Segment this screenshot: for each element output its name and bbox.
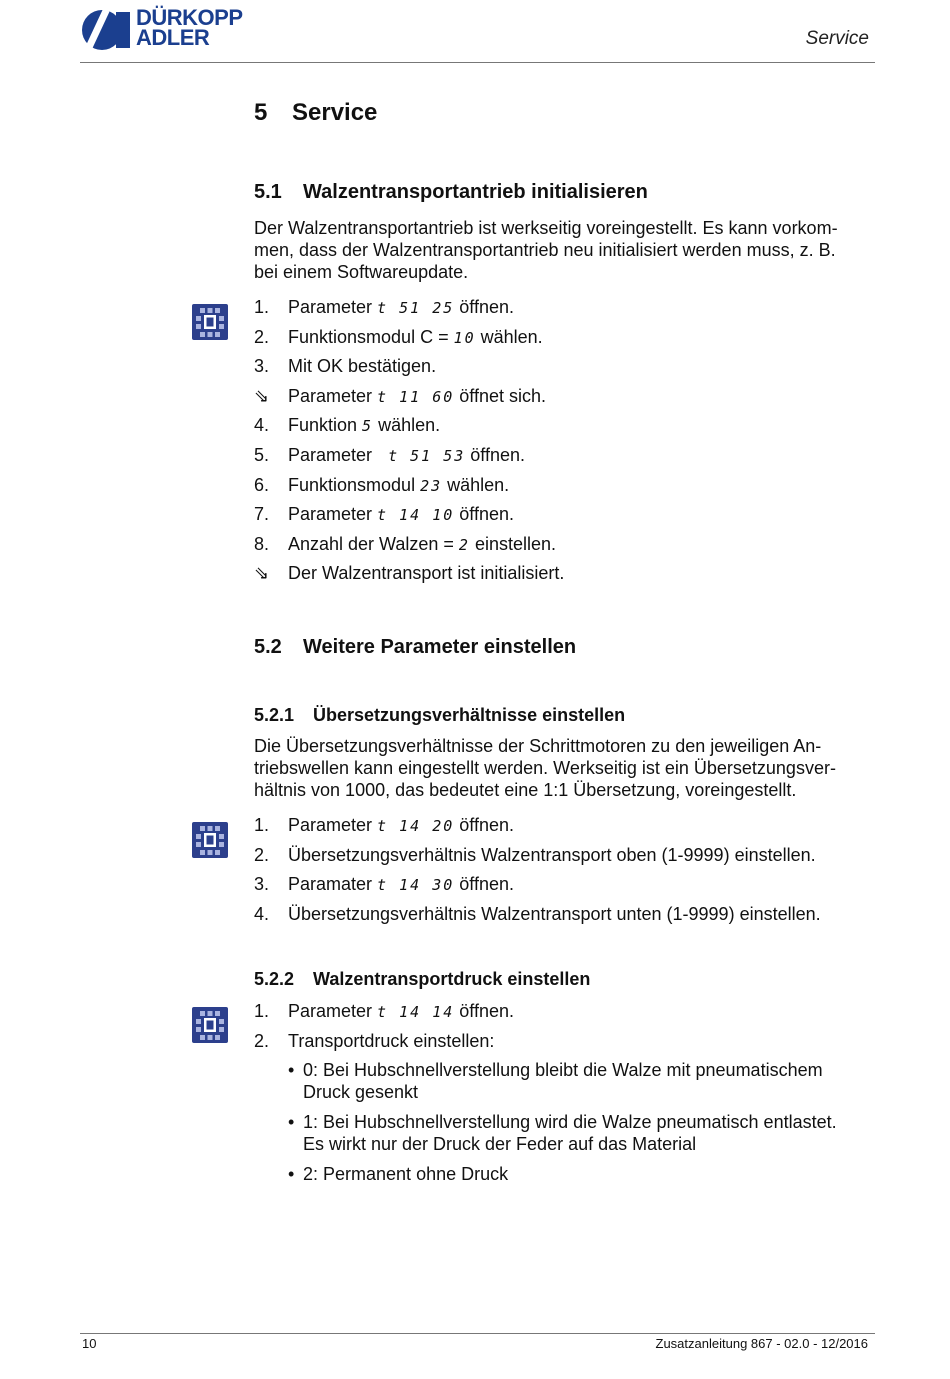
step-text-pre: Parameter [288,1001,378,1021]
step-text-post: öffnet sich. [454,385,546,406]
list-item [254,326,874,356]
section-5-1-steps [254,296,874,592]
step-text-pre: Übersetzungsverhältnis Walzentransport unten (1-9999) einstellen. [288,903,821,924]
control-panel-icon [192,822,228,858]
list-item [254,533,874,563]
chapter-heading [254,99,377,127]
list-item [254,814,874,844]
result-arrow-icon: ⇘ [254,563,270,584]
brand-line-1: DÜRKOPP [136,5,243,30]
list-item [254,903,874,933]
bullet-dot: • [288,1060,295,1080]
parameter-code: t 51 53 [377,446,466,465]
section-number: 5.2.1 [254,705,295,725]
list-item [254,355,874,385]
section-title: Übersetzungsverhältnisse einstellen [313,705,626,725]
step-text [288,903,821,926]
section-5-2-heading [254,636,576,659]
step-marker: 2. [254,844,270,865]
step-marker: 2. [254,326,270,347]
chapter-title: Service [292,99,378,126]
result-arrow-icon: ⇘ [254,385,270,406]
step-text [288,1030,494,1053]
pressure-options-list [288,1059,878,1193]
step-text-post: wählen. [475,326,543,347]
header-section-title: Service [805,28,869,49]
header-divider [80,62,875,63]
step-text-pre: Übersetzungsverhältnis Walzentransport oben (1-9999) einstellen. [288,844,816,865]
footer-divider [80,1333,875,1334]
step-marker: 1. [254,297,270,317]
list-item [254,1000,874,1030]
brand-name [136,5,243,50]
parameter-code: 23 [420,476,443,495]
step-marker: 1. [254,815,270,835]
brand-line-2: ADLER [136,25,210,50]
step-text-pre: Parameter [288,504,378,525]
logo-mark-icon [80,8,134,52]
step-text [288,844,816,867]
section-5-2-2-heading [254,969,590,990]
step-text-post: öffnen. [454,815,514,835]
step-text [288,873,514,896]
list-item [254,503,874,533]
step-text-pre: Funktionsmodul C = [288,326,454,347]
step-text [288,562,564,585]
section-title: Weitere Parameter einstellen [303,636,577,658]
step-marker: 5. [254,444,270,465]
bullet-line: 0: Bei Hubschnellverstellung bleibt die Walze mit pneumatischem [303,1060,823,1080]
section-5-1-heading [254,181,648,204]
section-5-2-2-steps [254,1000,874,1059]
bullet-line: Druck gesenkt [303,1082,419,1102]
list-item [254,385,874,415]
step-marker: 8. [254,533,270,554]
parameter-code: t 51 25 [377,299,455,317]
step-text-pre: Funktionsmodul [288,474,421,495]
step-text-pre: Parameter [288,815,378,835]
bullet-line: 1: Bei Hubschnellverstellung wird die Walze pneumatisch entlastet. [303,1112,837,1132]
paragraph-line: bei einem Softwareupdate. [254,262,469,282]
step-marker: 7. [254,504,270,525]
step-marker: 3. [254,356,270,377]
step-text [288,296,514,319]
section-title: Walzentransportantrieb initialisieren [303,181,648,203]
section-title: Walzentransportdruck einstellen [313,969,591,989]
step-text-post: öffnen. [454,504,514,525]
parameter-code: t 14 20 [377,817,455,835]
paragraph-line: men, dass der Walzentransportantrieb neu initialisiert werden muss, z. B. [254,240,836,260]
step-marker: 3. [254,874,270,895]
step-text [288,444,525,467]
paragraph-line: triebswellen kann eingestellt werden. Werkseitig ist ein Übersetzungsver- [254,758,836,778]
section-5-2-1-intro [254,735,874,801]
parameter-code: t 14 14 [377,1003,455,1021]
bullet-item [288,1059,878,1103]
bullet-dot: • [288,1164,295,1184]
section-5-2-1-steps [254,814,874,932]
parameter-code: 5 [362,417,374,436]
step-text-post: wählen. [373,415,441,436]
step-text-post: öffnen. [454,297,514,317]
step-text-pre: Der Walzentransport ist initialisiert. [288,563,565,584]
bullet-line: Es wirkt nur der Druck der Feder auf das Material [303,1134,697,1154]
step-text-pre: Parameter [288,385,378,406]
section-number: 5.1 [254,181,282,203]
step-text-post: einstellen. [469,533,557,554]
step-text-pre: Paramater [288,874,378,895]
step-text-post: öffnen. [454,1001,514,1021]
parameter-code: t 14 30 [377,876,455,895]
step-marker: 6. [254,474,270,495]
paragraph-line: Der Walzentransportantrieb ist werkseitig voreingestellt. Es kann vorkom- [254,218,838,238]
step-text-pre: Funktion [288,415,363,436]
step-text-post: öffnen. [465,444,526,465]
step-text-pre: Mit OK bestätigen. [288,356,437,377]
paragraph-line: hältnis von 1000, das bedeutet eine 1:1 Übersetzung, voreingestellt. [254,780,797,800]
control-panel-icon [192,1007,228,1043]
step-text-pre: Anzahl der Walzen = [288,533,459,554]
step-marker: 2. [254,1030,270,1051]
control-panel-icon [192,304,228,340]
step-text-pre: Parameter [288,297,378,317]
step-text [288,503,514,526]
step-marker: 4. [254,903,270,924]
step-text-post: wählen. [442,474,510,495]
bullet-line: 2: Permanent ohne Druck [303,1164,509,1184]
section-5-1-intro [254,217,874,283]
parameter-code: 10 [453,328,476,347]
step-text-post: öffnen. [454,874,514,895]
step-text-pre: Parameter [288,444,378,465]
list-item [254,844,874,874]
step-text [288,1000,514,1023]
list-item [254,414,874,444]
parameter-code: t 11 60 [377,387,455,406]
parameter-code: t 14 10 [377,506,455,525]
step-marker: 4. [254,415,270,436]
section-number: 5.2 [254,636,282,658]
step-text [288,414,440,437]
bullet-dot: • [288,1112,295,1132]
section-number: 5.2.2 [254,969,295,989]
step-text-pre: Transportdruck einstellen: [288,1030,495,1051]
list-item [254,474,874,504]
step-text [288,814,514,837]
bullet-item [288,1111,878,1155]
document-reference: Zusatzanleitung 867 - 02.0 - 12/2016 [655,1336,868,1351]
list-item [254,296,874,326]
bullet-item [288,1163,878,1185]
step-text [288,326,543,349]
company-logo [80,5,270,54]
parameter-code: 2 [458,535,470,554]
list-item [254,873,874,903]
list-item [254,444,874,474]
section-5-2-1-heading [254,705,625,726]
page-number: 10 [82,1336,97,1351]
paragraph-line: Die Übersetzungsverhältnisse der Schrittmotoren zu den jeweiligen An- [254,736,822,756]
chapter-number: 5 [254,99,268,126]
step-text [288,533,556,556]
step-text [288,385,546,408]
list-item [254,562,874,592]
step-marker: 1. [254,1001,270,1021]
list-item [254,1030,874,1060]
step-text [288,474,509,497]
step-text [288,355,436,378]
